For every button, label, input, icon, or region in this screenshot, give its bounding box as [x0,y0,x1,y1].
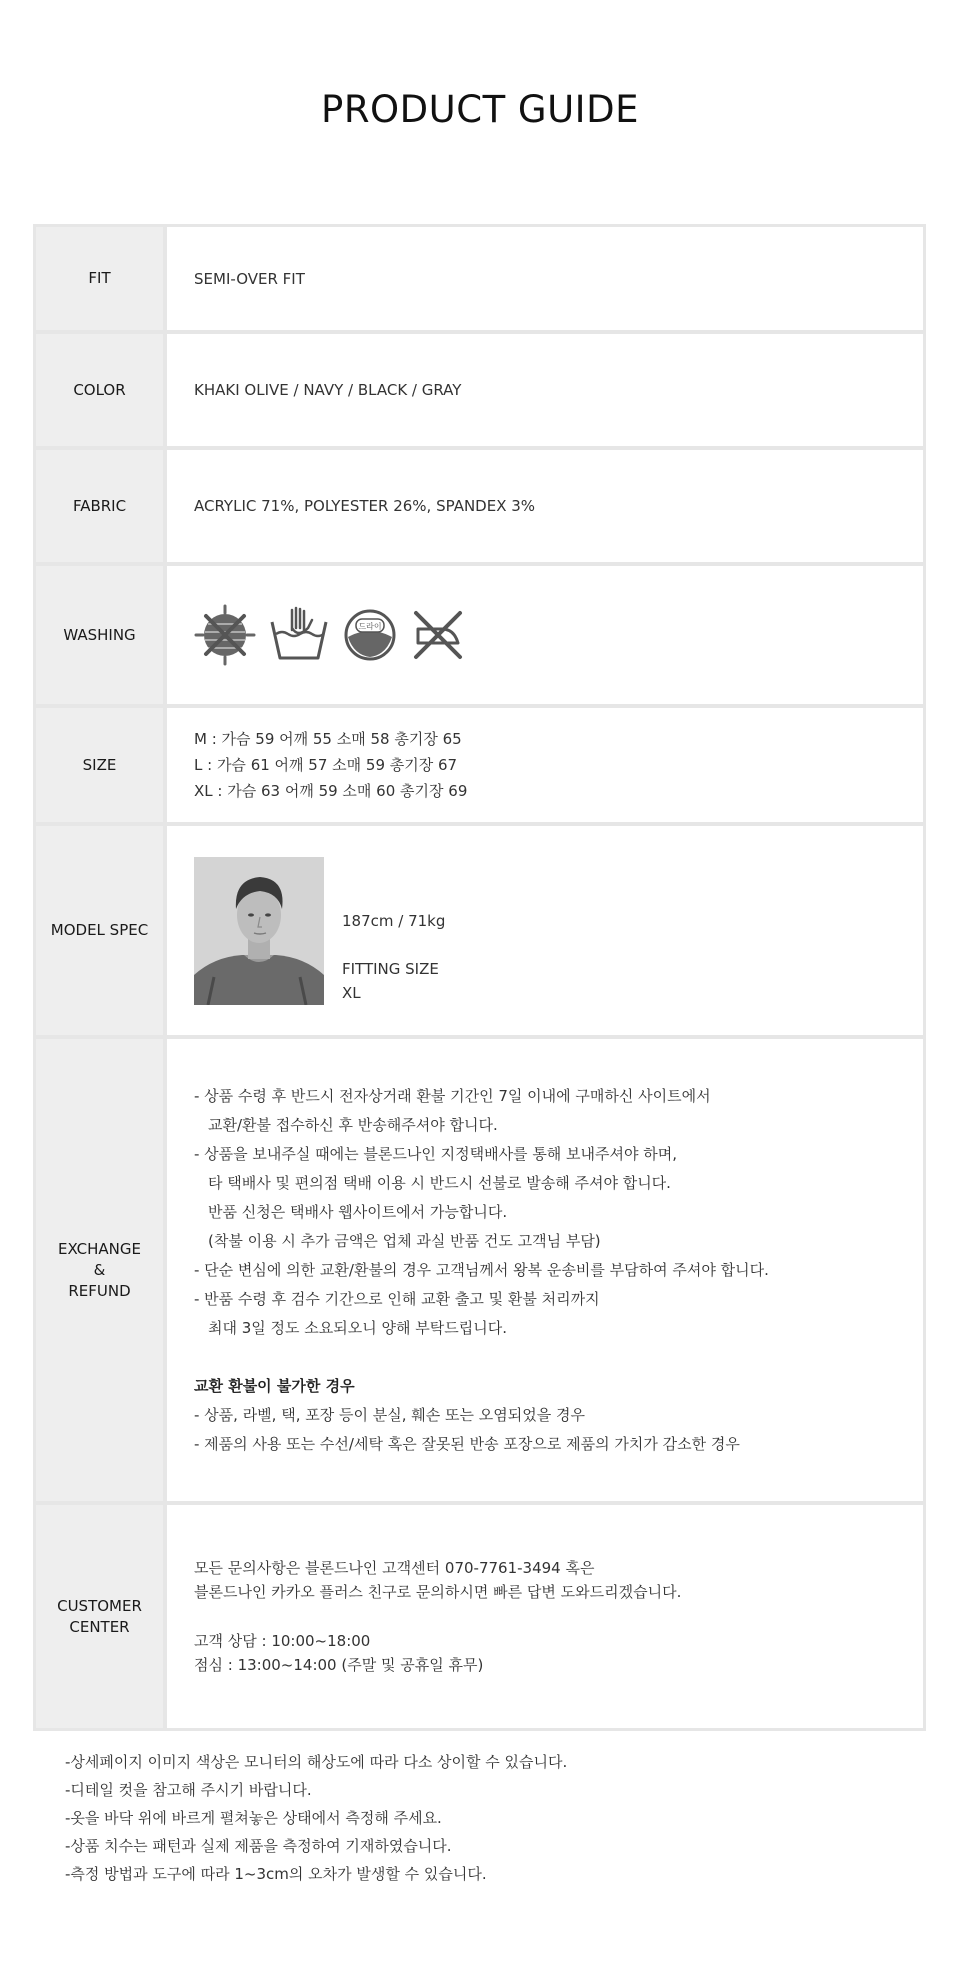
size-line-m: M : 가슴 59 어깨 55 소매 58 총기장 65 [194,730,462,748]
no-iron-icon [410,607,466,663]
exchange-line: - 반품 수령 후 검수 기간으로 인해 교환 출고 및 환불 처리까지 [194,1289,600,1308]
note-item: -상세페이지 이미지 색상은 모니터의 해상도에 따라 다소 상이할 수 있습니다. [65,1753,568,1771]
size-content [167,708,923,822]
customer-center-row [36,1505,923,1728]
model-spec-text [342,909,445,1005]
dry-clean-text: 드라이 [358,622,382,631]
dry-clean-icon [342,607,398,663]
model-measurements: 187cm / 71kg [342,911,446,930]
exchange-label-line2: & [93,1260,106,1279]
no-tumble-dry-icon [194,604,256,666]
exchange-refund-row [36,1039,923,1501]
washing-label: WASHING [36,566,163,704]
size-row [36,708,923,822]
washing-row [36,566,923,704]
customer-line: 블론드나인 카카오 플러스 친구로 문의하시면 빠른 답변 도와드리겠습니다. [194,1583,682,1601]
customer-center-label [36,1505,163,1728]
exchange-line: - 상품을 보내주실 때에는 블론드나인 지정택배사를 통해 보내주셔야 하며, [194,1144,678,1163]
customer-label-line2: CENTER [69,1617,130,1636]
fitting-size-label: FITTING SIZE [342,959,439,978]
notes-list [65,1748,567,1888]
fabric-row [36,450,923,562]
no-refund-line: - 상품, 라벨, 택, 포장 등이 분실, 훼손 또는 오염되었을 경우 [194,1405,585,1424]
note-item: -상품 치수는 패턴과 실제 제품을 측정하여 기재하였습니다. [65,1837,452,1855]
color-value: KHAKI OLIVE / NAVY / BLACK / GRAY [167,334,923,446]
exchange-line: (착불 이용 시 추가 금액은 업체 과실 반품 건도 고객님 부담) [208,1231,601,1250]
fit-value: SEMI-OVER FIT [167,227,923,330]
product-guide-table [33,224,926,1731]
washing-content [167,566,923,704]
hand-wash-icon [268,604,330,666]
color-label: COLOR [36,334,163,446]
fabric-label: FABRIC [36,450,163,562]
exchange-line: - 단순 변심에 의한 교환/환불의 경우 고객님께서 왕복 운송비를 부담하여 주셔야 합니다. [194,1260,769,1279]
note-item: -측정 방법과 도구에 따라 1~3cm의 오차가 발생할 수 있습니다. [65,1865,487,1883]
washing-icons [194,604,466,666]
size-line-xl: XL : 가슴 63 어깨 59 소매 60 총기장 69 [194,782,468,800]
model-spec-content [167,826,923,1035]
exchange-label-line1: EXCHANGE [58,1239,141,1258]
size-lines [194,726,467,804]
customer-hours: 고객 상담 : 10:00~18:00 [194,1631,371,1650]
customer-label-line1: CUSTOMER [57,1596,142,1615]
color-row [36,334,923,446]
model-spec-row [36,826,923,1035]
model-photo [194,857,324,1005]
model-spec-label: MODEL SPEC [36,826,163,1035]
page-title: PRODUCT GUIDE [321,88,639,131]
exchange-line: 타 택배사 및 편의점 택배 이용 시 반드시 선불로 발송해 주셔야 합니다. [208,1173,671,1192]
no-refund-title: 교환 환불이 불가한 경우 [194,1376,355,1395]
fabric-value: ACRYLIC 71%, POLYESTER 26%, SPANDEX 3% [167,450,923,562]
customer-center-content [167,1505,923,1728]
exchange-line: - 상품 수령 후 반드시 전자상거래 환불 기간인 7일 이내에 구매하신 사이트에서 [194,1086,711,1105]
exchange-line: 반품 신청은 택배사 웹사이트에서 가능합니다. [208,1202,508,1221]
note-item: -디테일 컷을 참고해 주시기 바랍니다. [65,1781,312,1799]
exchange-label-line3: REFUND [68,1281,131,1300]
exchange-refund-label [36,1039,163,1501]
size-line-l: L : 가슴 61 어깨 57 소매 59 총기장 67 [194,756,458,774]
fitting-size-value: XL [342,983,361,1002]
note-item: -옷을 바닥 위에 바르게 펼쳐놓은 상태에서 측정해 주세요. [65,1809,442,1827]
no-refund-line: - 제품의 사용 또는 수선/세탁 혹은 잘못된 반송 포장으로 제품의 가치가 감소한 경우 [194,1434,740,1453]
exchange-line: 최대 3일 정도 소요되오니 양해 부탁드립니다. [208,1318,507,1337]
fit-row [36,227,923,330]
size-label: SIZE [36,708,163,822]
fit-label: FIT [36,227,163,330]
customer-hours: 점심 : 13:00~14:00 (주말 및 공휴일 휴무) [194,1656,484,1674]
exchange-refund-content [167,1039,923,1501]
customer-line: 모든 문의사항은 블론드나인 고객센터 070-7761-3494 혹은 [194,1558,595,1577]
exchange-line: 교환/환불 접수하신 후 반송해주셔야 합니다. [208,1115,498,1134]
